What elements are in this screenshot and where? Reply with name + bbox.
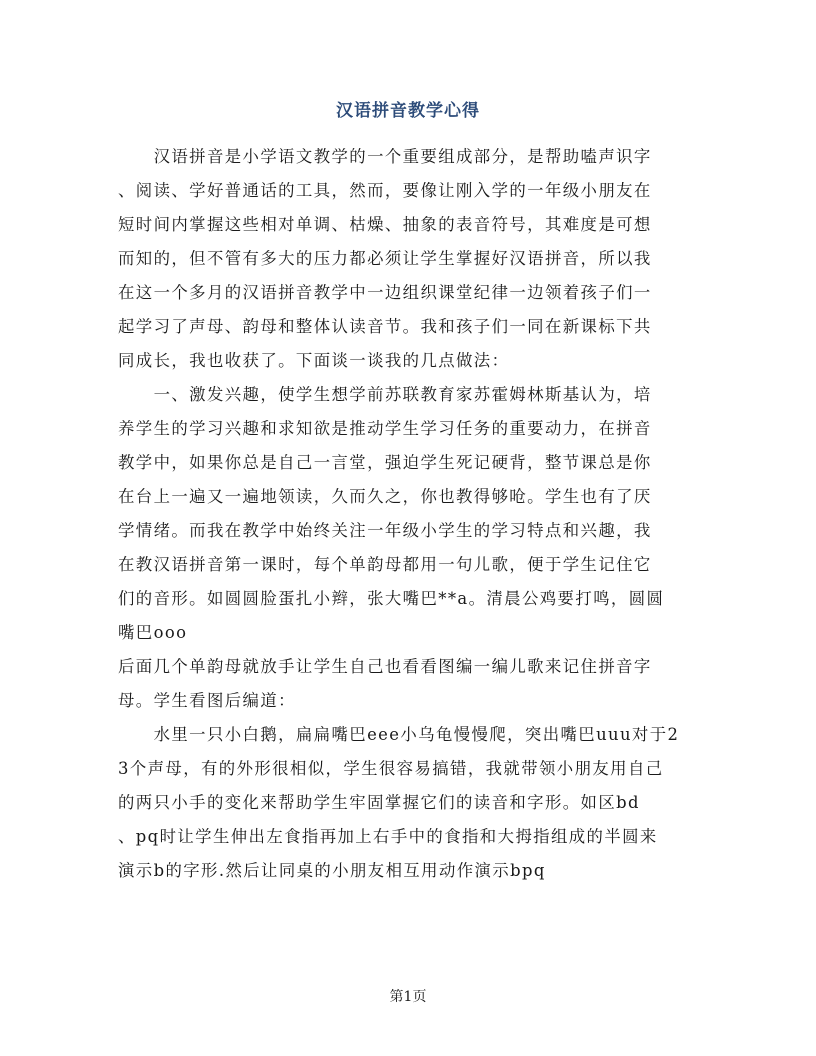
text-line: 3个声母，有的外形很相似，学生很容易搞错，我就带领小朋友用自己 [118, 759, 664, 778]
page-number: 第1页 [389, 989, 427, 1005]
text-line: 们的音形。如圆圆脸蛋扎小辫，张大嘴巴**a。清晨公鸡要打鸣，圆圆 [118, 589, 665, 608]
text-line: 的两只小手的变化来帮助学生牢固掌握它们的读音和字形。如区bd [118, 793, 640, 812]
text-line: 水里一只小白鹅，扁扁嘴巴eee小乌龟慢慢爬，突出嘴巴uuu对于2 [118, 725, 680, 744]
text-line: 在这一个多月的汉语拼音教学中一边组织课堂纪律一边领着孩子们一 [118, 283, 652, 302]
text-line: 而知的，但不管有多大的压力都必须让学生掌握好汉语拼音，所以我 [118, 249, 652, 268]
text-line: 一、激发兴趣，使学生想学前苏联教育家苏霍姆林斯基认为，培 [118, 385, 652, 404]
text-line: 起学习了声母、韵母和整体认读音节。我和孩子们一同在新课标下共 [118, 317, 652, 336]
text-line: 在教汉语拼音第一课时，每个单韵母都用一句儿歌，便于学生记住它 [118, 555, 652, 574]
text-line: 母。学生看图后编道： [118, 691, 296, 710]
text-line: 短时间内掌握这些相对单调、枯燥、抽象的表音符号，其难度是可想 [118, 215, 652, 234]
text-line: 汉语拼音是小学语文教学的一个重要组成部分，是帮助嗑声识字 [118, 147, 652, 166]
text-line: 养学生的学习兴趣和求知欲是推动学生学习任务的重要动力，在拼音 [118, 419, 652, 438]
text-line: 学情绪。而我在教学中始终关注一年级小学生的学习特点和兴趣，我 [118, 521, 652, 540]
text-line: 教学中，如果你总是自己一言堂，强迫学生死记硬背，整节课总是你 [118, 453, 652, 472]
document-body [118, 140, 688, 888]
text-line: 、pq时让学生伸出左食指再加上右手中的食指和大拇指组成的半圆来 [118, 827, 658, 846]
text-line: 演示b的字形.然后让同桌的小朋友相互用动作演示bpq [118, 861, 546, 880]
text-line: 、阅读、学好普通话的工具，然而，要像让刚入学的一年级小朋友在 [118, 181, 652, 200]
text-line: 嘴巴ooo [118, 623, 188, 642]
text-line: 同成长，我也收获了。下面谈一谈我的几点做法： [118, 351, 510, 370]
text-line: 后面几个单韵母就放手让学生自己也看看图编一编儿歌来记住拼音字 [118, 657, 652, 676]
text-line: 在台上一遍又一遍地领读，久而久之，你也教得够呛。学生也有了厌 [118, 487, 652, 506]
document-title: 汉语拼音教学心得 [336, 101, 480, 121]
